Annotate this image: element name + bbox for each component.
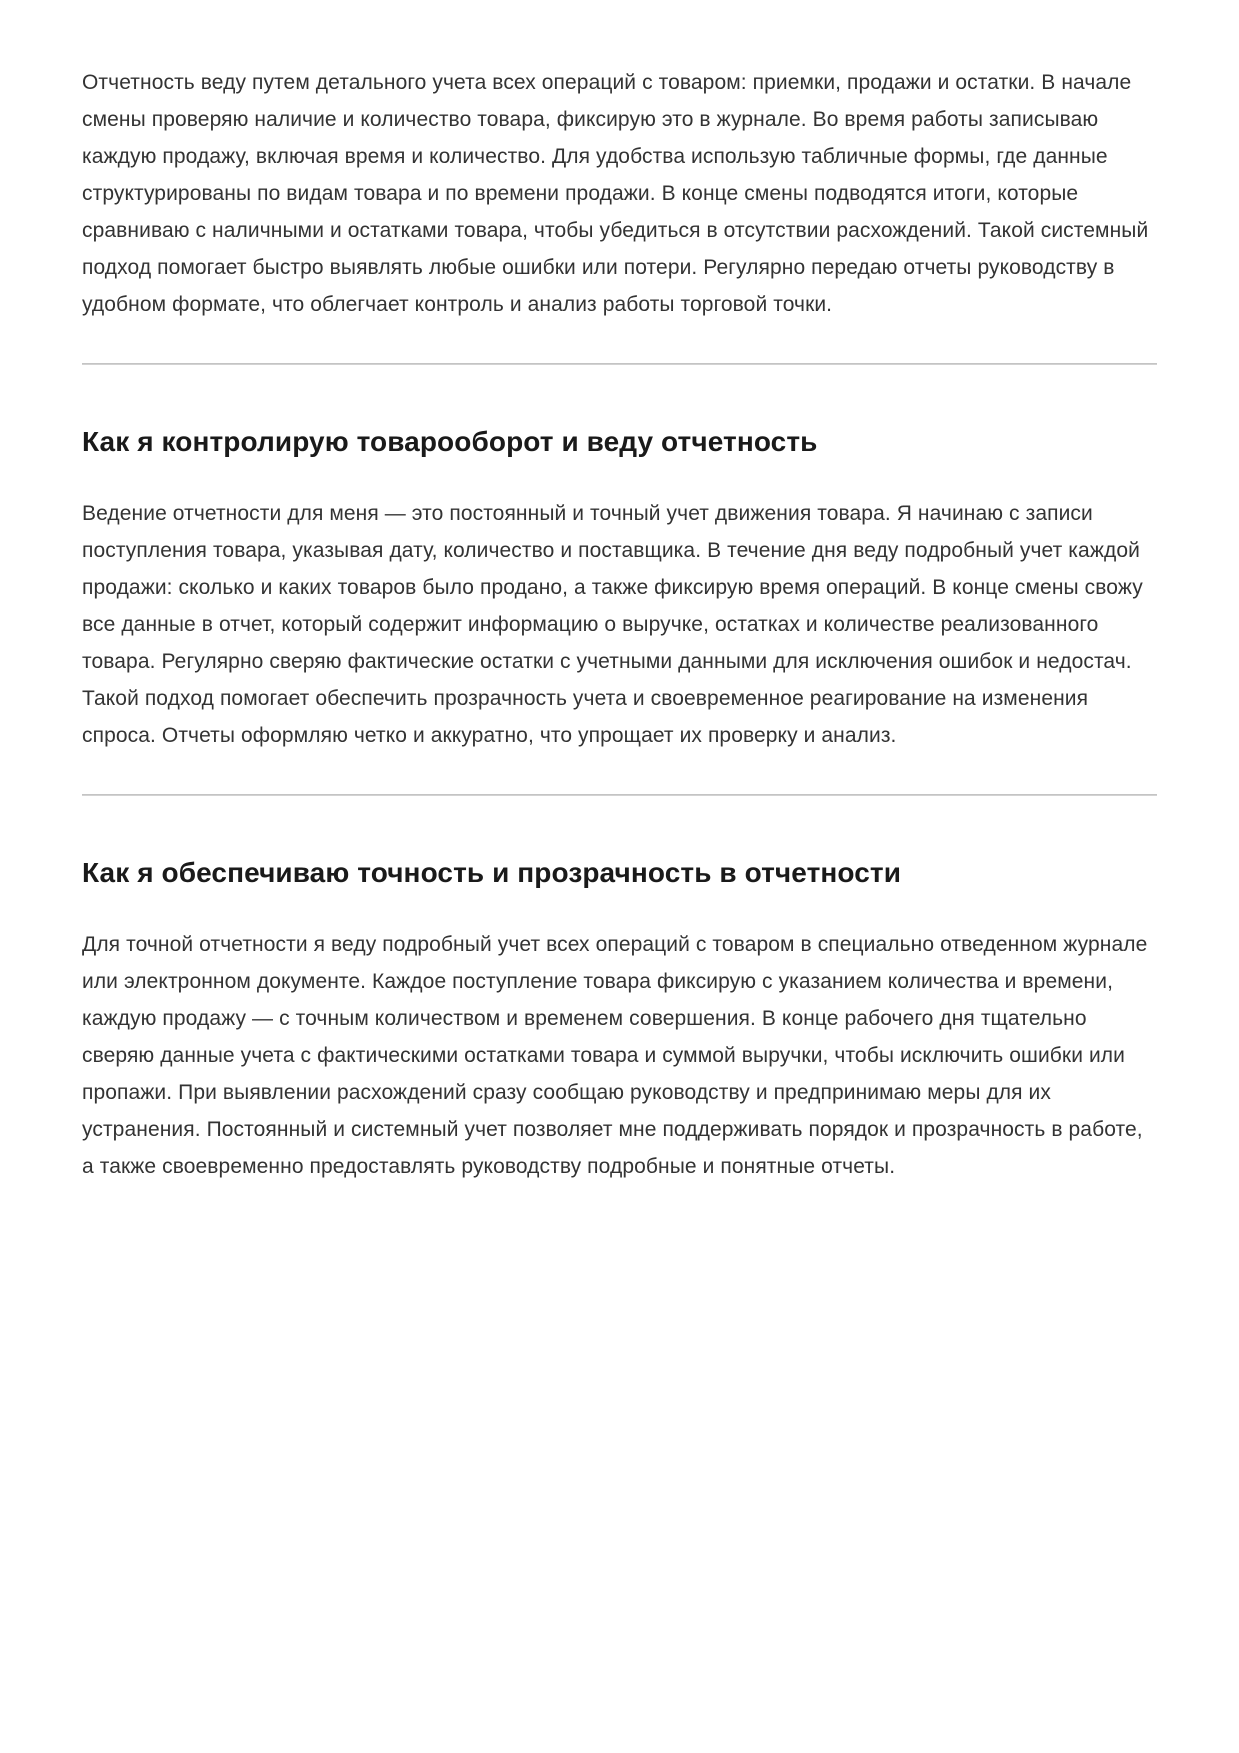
intro-paragraph: Отчетность веду путем детального учета всех операций с товаром: приемки, продажи и остатки. В начале смены проверяю наличие и количество товара, фиксирую это в журнале. Во время работы записываю каждую продажу, включая время и количество. Для удобства использую табличные формы, где данные структурированы по видам товара и по времени продажи. В конце смены подводятся итоги, которые сравниваю с наличными и остатками товара, чтобы убедиться в отсутствии расхождений. Такой системный подход помогает быстро выявлять любые ошибки или потери. Регулярно передаю отчеты руководству в удобном формате, что облегчает контроль и анализ работы торговой точки. bbox=[82, 71, 1149, 316]
section-heading-turnover: Как я контролирую товарооборот и веду отчетность bbox=[82, 426, 818, 457]
section-divider bbox=[82, 363, 1157, 365]
section-divider bbox=[82, 794, 1157, 796]
section-paragraph-accuracy: Для точной отчетности я веду подробный учет всех операций с товаром в специально отведенном журнале или электронном документе. Каждое поступление товара фиксирую с указанием количества и времени, каждую продажу — с точным количеством и временем совершения. В конце рабочего дня тщательно сверяю данные учета с фактическими остатками товара и суммой выручки, чтобы исключить ошибки или пропажи. При выявлении расхождений сразу сообщаю руководству и предпринимаю меры для их устранения. Постоянный и системный учет позволяет мне поддерживать порядок и прозрачность в работе, а также своевременно предоставлять руководству подробные и понятные отчеты. bbox=[82, 933, 1148, 1178]
section-paragraph-turnover: Ведение отчетности для меня — это постоянный и точный учет движения товара. Я начинаю с записи поступления товара, указывая дату, количество и поставщика. В течение дня веду подробный учет каждой продажи: сколько и каких товаров было продано, а также фиксирую время операций. В конце смены свожу все данные в отчет, который содержит информацию о выручке, остатках и количестве реализованного товара. Регулярно сверяю фактические остатки с учетными данными для исключения ошибок и недостач. Такой подход помогает обеспечить прозрачность учета и своевременное реагирование на изменения спроса. Отчеты оформляю четко и аккуратно, что упрощает их проверку и анализ. bbox=[82, 502, 1143, 747]
section-heading-accuracy: Как я обеспечиваю точность и прозрачность в отчетности bbox=[82, 857, 902, 888]
